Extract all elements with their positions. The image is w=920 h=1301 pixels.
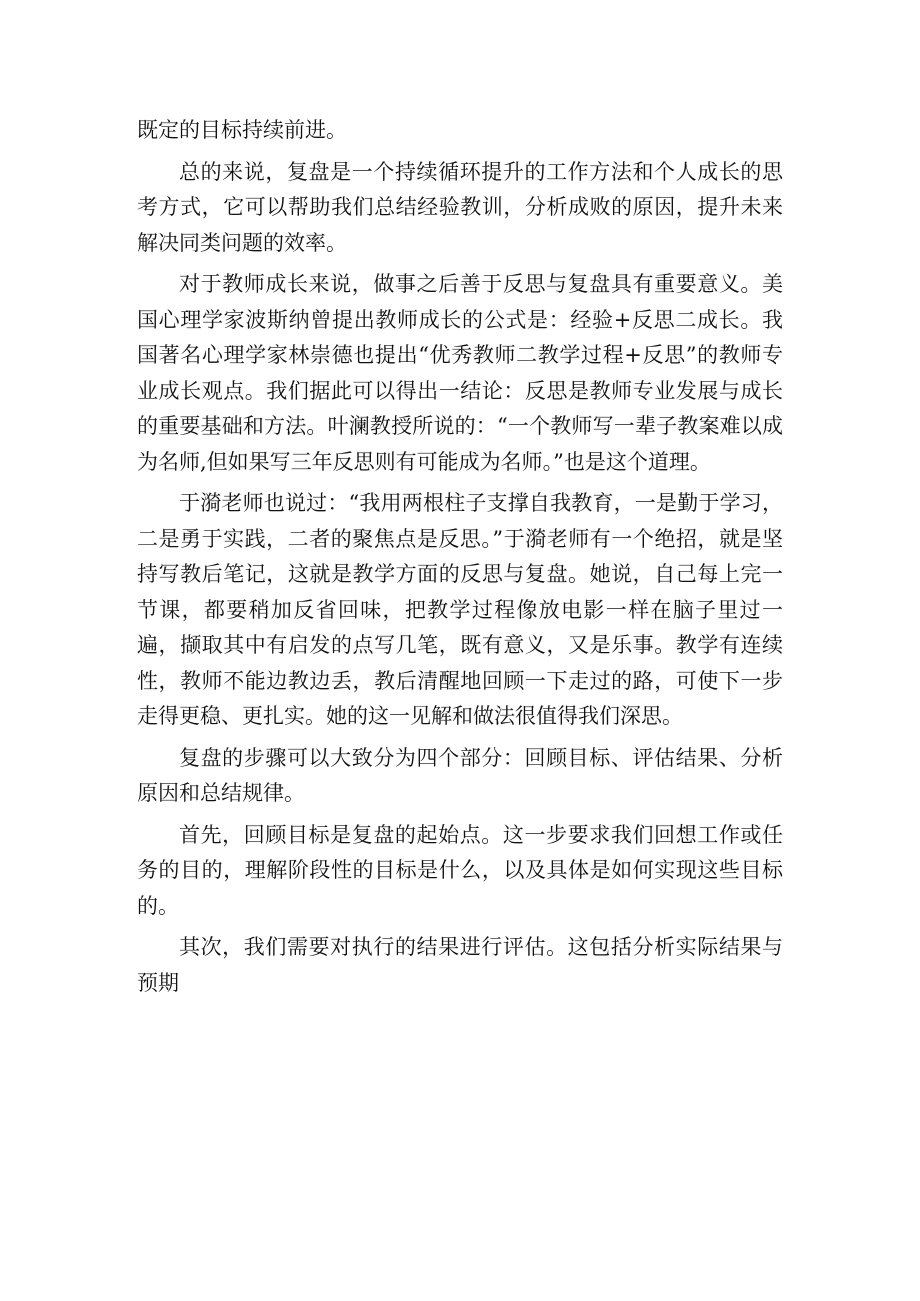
paragraph-first-step: 首先，回顾目标是复盘的起始点。这一步要求我们回想工作或任务的目的，理解阶段性的目标是什么，以及具体是如何实现这些目标的。 [137,822,783,918]
paragraph-teacher-growth: 对于教师成长来说，做事之后善于反思与复盘具有重要意义。美国心理学家波斯纳曾提出教师成长的公式是：经验+反思二成长。我国著名心理学家林崇德也提出“优秀教师二教学过程+反思”的教师专业成长观点。我们据此可以得出一结论：反思是教师专业发展与成长的重要基础和方法。叶澜教授所说的：“一个教师写一辈子教案难以成为名师,但如果写三年反思则有可能成为名师。”也是这个道理。 [137,272,783,474]
paragraph-second-step: 其次，我们需要对执行的结果进行评估。这包括分析实际结果与预期 [137,935,783,995]
paragraph-steps: 复盘的步骤可以大致分为四个部分：回顾目标、评估结果、分析原因和总结规律。 [137,745,783,805]
document-body [137,113,783,1007]
paragraph-yu-yi: 于漪老师也说过：“我用两根柱子支撑自我教育，一是勤于学习，二是勇于实践，二者的聚焦点是反思。”于漪老师有一个绝招，就是坚持写教后笔记，这就是教学方面的反思与复盘。她说，自己每上完一节课，都要稍加反省回味，把教学过程像放电影一样在脑子里过一遍，撷取其中有启发的点写几笔，既有意义，又是乐事。教学有连续性，教师不能边教边丢，教后清醒地回顾一下走过的路，可使下一步走得更稳、更扎实。她的这一见解和做法很值得我们深思。 [137,491,783,728]
paragraph-continuation: 既定的目标持续前进。 [137,118,347,142]
paragraph-summary: 总的来说，复盘是一个持续循环提升的工作方法和个人成长的思考方式，它可以帮助我们总结经验教训，分析成败的原因，提升未来解决同类问题的效率。 [137,159,783,255]
